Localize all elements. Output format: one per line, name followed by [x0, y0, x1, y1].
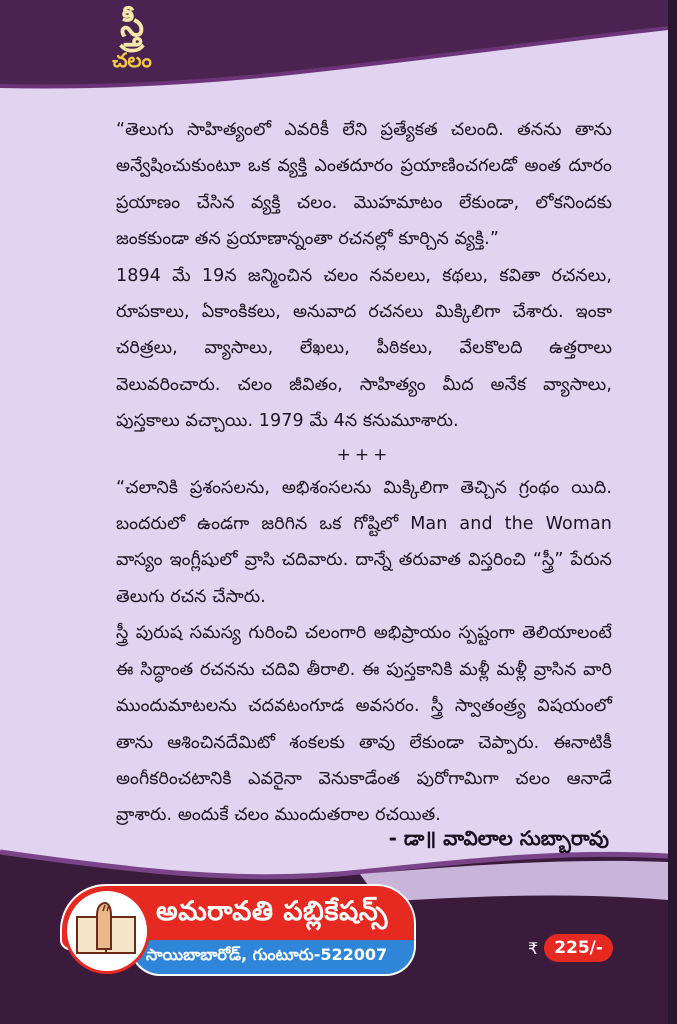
- book-hand-icon: [67, 891, 147, 971]
- back-cover-text: [116, 112, 612, 834]
- publisher-address: సాయిబాబారోడ్, గుంటూరు-522007: [146, 945, 388, 964]
- author-signature: - డా॥ వావిలాల సుబ్బారావు: [388, 826, 609, 850]
- brand-logo: [102, 5, 162, 72]
- publisher-badge: [60, 884, 412, 976]
- paragraph-book-history: “చలానికి ప్రశంసలను, అభిశంసలను మిక్కిలిగా తెచ్చిన గ్రంథం యిది. బందరులో ఉండగా జరిగిన ఒక గోష్టిలో Man and the Woman వాస్యం ఇంగ్లీషులో వ్రాసి చదివారు. దాన్నే తరువాత విస్తరించి “స్త్రీ” పేరున తెలుగు రచన చేసారు.: [116, 477, 612, 607]
- price-tag: [528, 934, 613, 962]
- paragraph-intro-quote: “తెలుగు సాహిత్యంలో ఎవరికీ లేని ప్రత్యేకత చలంది. తనను తాను అన్వేషించుకుంటూ ఒక వ్యక్తి ఎంతదూరం ప్రయాణించగలడో అంత దూరం ప్రయాణం చేసిన వ్యక్తి చలం. మొహమాటం లేకుండా, లోకనిందకు జంకకుండా తన ప్రయాణాన్నంతా రచనల్లో కూర్చిన వ్యక్తి.”: [116, 120, 612, 250]
- publisher-address-banner: [130, 940, 416, 976]
- price-value: 225/-: [544, 934, 613, 962]
- paragraph-importance: స్త్రీ పురుష సమస్య గురించి చలంగారి అభిప్రాయం స్పష్టంగా తెలియాలంటే ఈ సిద్ధాంత రచనను చదివి తీరాలి. ఈ పుస్తకానికి మళ్లీ మళ్లీ వ్రాసిన వారి ముందుమాటలను చదవటంగూడ అవసరం. స్త్రీ స్వాతంత్ర్య విషయంలో తాను ఆశించినదేమిటో శంకలకు తావు లేకుండా చెప్పారు. ఈనాటికీ అంగీకరించటానికి ఎవరైనా వెనుకాడేంత పురోగామిగా చలం ఆనాడే వ్రాశారు. అందుకే చలం ముందుతరాల రచయిత.: [116, 623, 612, 826]
- publisher-logo-icon: [64, 888, 150, 974]
- rupee-symbol: ₹: [528, 938, 539, 958]
- brand-subtitle: చలం: [112, 48, 152, 72]
- publisher-name: అమరావతి పబ్లికేషన్స్: [156, 896, 388, 927]
- section-separator: +++: [336, 444, 392, 465]
- paragraph-biography: 1894 మే 19న జన్మించిన చలం నవలలు, కథలు, కవితా రచనలు, రూపకాలు, ఏకాంకికలు, అనువాద రచనలు మిక్కిలిగా చేశారు. ఇంకా చరిత్రలు, వ్యాసాలు, లేఖలు, పీఠికలు, వేలకొలది ఉత్తరాలు వెలువరించారు. చలం జీవితం, సాహిత్యం మీద అనేక వ్యాసాలు, పుస్తకాలు వచ్చాయి. 1979 మే 4న కనుమూశారు.: [116, 265, 612, 432]
- brand-title: స్త్రీ: [120, 5, 144, 45]
